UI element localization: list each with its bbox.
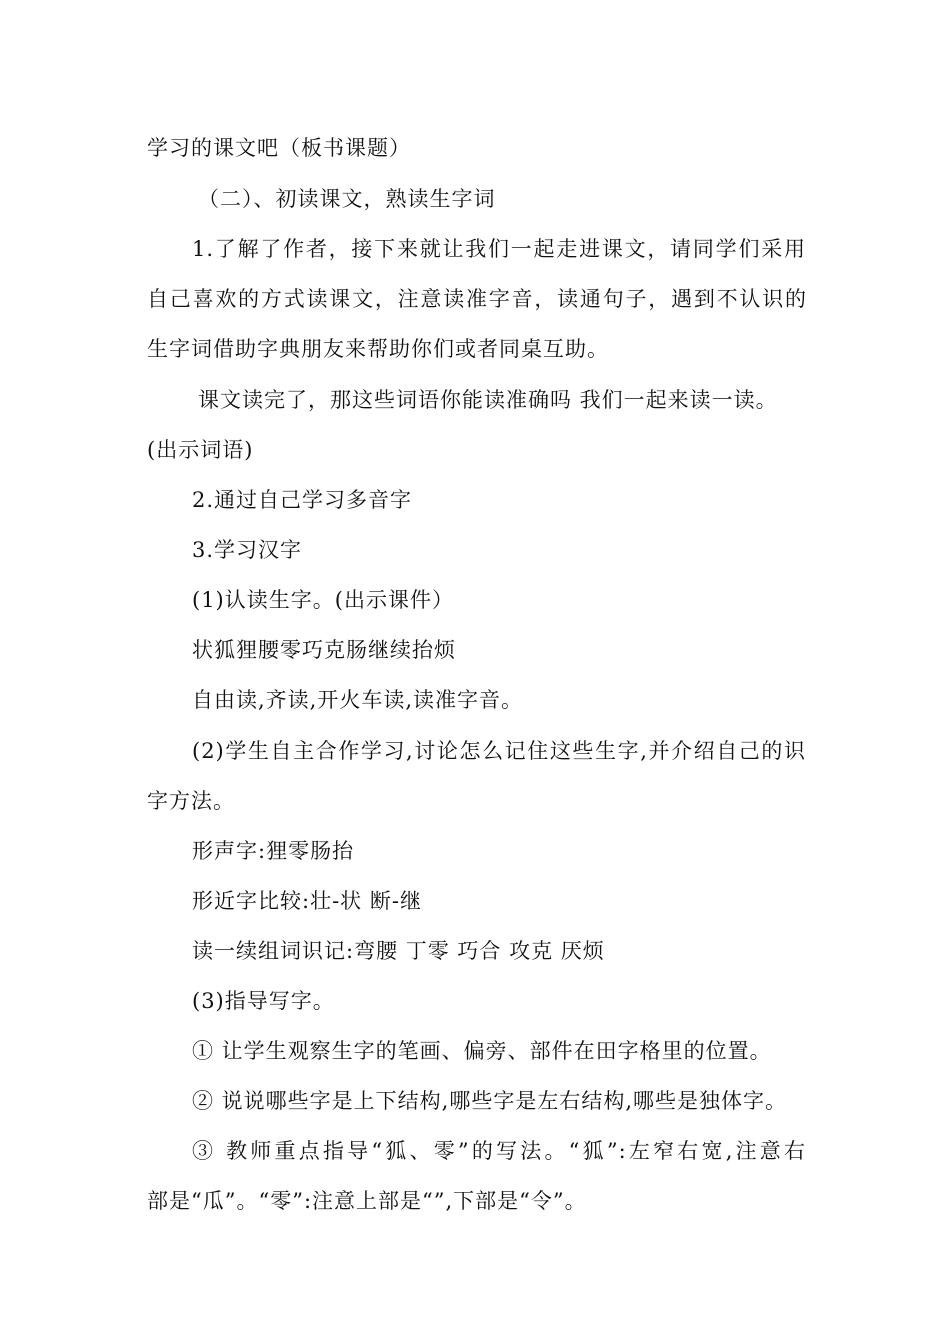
item-3-sub-1: (1)认读生字。(出示课件） [192, 588, 454, 612]
step-1: ① 让学生观察生字的笔画、偏旁、部件在田字格里的位置。 [192, 1039, 772, 1063]
reading-method: 自由读,齐读,开火车读,读准字音。 [192, 688, 524, 712]
step-3-line-2: 部是“瓜”。“零”:注意上部是“”,下部是“令”。 [147, 1189, 587, 1213]
item-3-sub-3: (3)指导写字。 [192, 989, 335, 1013]
step-2: ② 说说哪些字是上下结构,哪些字是左右结构,哪些是独体字。 [192, 1089, 788, 1113]
character-list: 状狐狸腰零巧克肠继续抬烦 [192, 638, 456, 662]
word-formation: 读一续组词识记:弯腰 丁零 巧合 攻克 厌烦 [192, 939, 605, 963]
item-3: 3.学习汉字 [192, 538, 303, 562]
paragraph-1-line-2: 自己喜欢的方式读课文，注意读准字音，读通句子，遇到不认识的 [147, 287, 807, 311]
paragraph-1-line-1: 1.了解了作者，接下来就让我们一起走进课文，请同学们采用 [192, 237, 806, 261]
phono-semantic-characters: 形声字:狸零肠抬 [192, 839, 355, 863]
item-3-sub-2-line-1: (2)学生自主合作学习,讨论怎么记住这些生字,并介绍自己的识 [192, 739, 806, 763]
step-3-line-1: ③ 教师重点指导“狐、零”的写法。“狐”:左窄右宽,注意右 [192, 1139, 806, 1163]
item-2: 2.通过自己学习多音字 [192, 488, 413, 512]
section-heading: （二）、初读课文，熟读生字词 [198, 187, 496, 211]
paragraph-2-line-2: (出示词语) [147, 438, 254, 462]
text-line-1: 学习的课文吧（板书课题） [147, 136, 411, 160]
item-3-sub-2-line-2: 字方法。 [147, 789, 235, 813]
similar-characters: 形近字比较:壮-状 断-继 [192, 889, 422, 913]
paragraph-1-line-3: 生字词借助字典朋友来帮助你们或者同桌互助。 [147, 337, 609, 361]
paragraph-2-line-1: 课文读完了，那这些词语你能读准确吗 我们一起来读一读。 [198, 388, 778, 412]
